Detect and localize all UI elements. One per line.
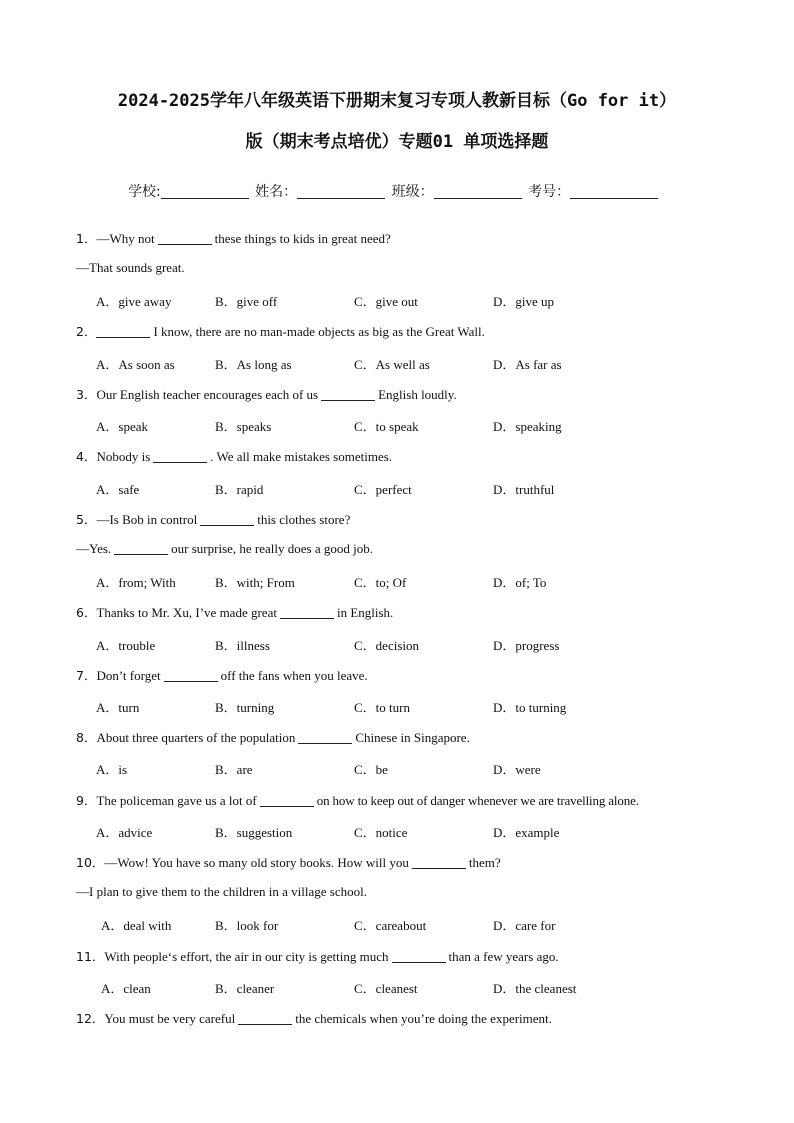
question-7 xyxy=(76,666,368,684)
option-a[interactable]: A．clean xyxy=(101,981,151,996)
answer-blank xyxy=(158,232,212,245)
option-a[interactable]: A．turn xyxy=(96,700,140,715)
question-number: 7． xyxy=(76,668,97,683)
option-d[interactable]: D．truthful xyxy=(493,482,555,497)
reply-text: —Yes. xyxy=(76,541,112,556)
answer-blank xyxy=(392,950,446,963)
question-number: 9． xyxy=(76,793,97,808)
question-11 xyxy=(76,947,559,965)
answer-blank xyxy=(280,606,334,619)
question-12 xyxy=(76,1009,552,1027)
exam-number-label: 考号： xyxy=(528,184,571,200)
option-d[interactable]: D．speaking xyxy=(493,419,562,434)
option-d[interactable]: D．progress xyxy=(493,638,560,653)
option-a[interactable]: A．advice xyxy=(96,825,153,840)
question-8 xyxy=(76,728,470,746)
question-10 xyxy=(76,853,501,871)
option-a[interactable]: A．safe xyxy=(96,482,140,497)
question-text: With people‘s effort, the air in our city is getting much xyxy=(104,949,389,964)
question-number: 6． xyxy=(76,605,97,620)
option-b[interactable]: B．look for xyxy=(215,918,279,933)
answer-blank xyxy=(200,513,254,526)
question-text: Thanks to Mr. Xu, I’ve made great xyxy=(96,605,277,620)
question-number: 5． xyxy=(76,512,97,527)
page-title-line2: 版（期末考点培优）专题01 单项选择题 xyxy=(245,132,549,152)
option-b[interactable]: B．with; From xyxy=(215,575,295,590)
question-number: 12． xyxy=(76,1011,105,1026)
option-c[interactable]: C．decision xyxy=(354,638,419,653)
question-number: 11． xyxy=(76,949,105,964)
question-text: About three quarters of the population xyxy=(96,730,296,745)
option-b[interactable]: B．turning xyxy=(215,700,275,715)
question-text: in English. xyxy=(336,605,394,620)
question-number: 1． xyxy=(76,231,97,246)
question-text: than a few years ago. xyxy=(448,949,559,964)
option-a[interactable]: A．speak xyxy=(96,419,148,434)
question-number: 10． xyxy=(76,855,105,870)
question-number: 4． xyxy=(76,449,97,464)
option-c[interactable]: C．cleanest xyxy=(354,981,418,996)
name-blank[interactable] xyxy=(297,184,385,199)
option-a[interactable]: A．from; With xyxy=(96,575,176,590)
option-a[interactable]: A．give away xyxy=(96,294,172,309)
option-b[interactable]: B．As long as xyxy=(215,357,292,372)
school-blank[interactable] xyxy=(161,184,249,199)
question-text: —Why not xyxy=(96,231,155,246)
question-text: Chinese in Singapore. xyxy=(355,730,470,745)
question-text: these things to kids in great need? xyxy=(214,231,391,246)
page-title-line1: 2024-2025学年八年级英语下册期末复习专项人教新目标（Go for it） xyxy=(117,91,677,111)
question-text: Don’t forget xyxy=(96,668,161,683)
question-5 xyxy=(76,510,350,528)
question-text: off the fans when you leave. xyxy=(220,668,368,683)
option-b[interactable]: B．are xyxy=(215,762,253,777)
option-b[interactable]: B．cleaner xyxy=(215,981,275,996)
option-c[interactable]: C．notice xyxy=(354,825,408,840)
answer-blank xyxy=(114,542,168,555)
option-d[interactable]: D．the cleanest xyxy=(493,981,577,996)
option-d[interactable]: D．give up xyxy=(493,294,555,309)
answer-blank xyxy=(298,731,352,744)
question-10-reply: —I plan to give them to the children in a village school. xyxy=(76,884,367,899)
question-6 xyxy=(76,603,393,621)
answer-blank xyxy=(238,1012,292,1025)
option-b[interactable]: B．speaks xyxy=(215,419,272,434)
question-text: this clothes store? xyxy=(257,512,351,527)
question-text: The policeman gave us a lot of xyxy=(96,793,257,808)
question-text: English loudly. xyxy=(378,387,457,402)
question-number: 2． xyxy=(76,324,97,339)
option-b[interactable]: B．give off xyxy=(215,294,278,309)
question-text: Nobody is xyxy=(96,449,151,464)
answer-blank xyxy=(321,388,375,401)
reply-text: our surprise, he really does a good job. xyxy=(171,541,373,556)
option-d[interactable]: D．As far as xyxy=(493,357,562,372)
question-text: I know, there are no man-made objects as big as the Great Wall. xyxy=(153,324,485,339)
option-d[interactable]: D．of; To xyxy=(493,575,547,590)
option-c[interactable]: C．give out xyxy=(354,294,418,309)
option-c[interactable]: C．As well as xyxy=(354,357,430,372)
answer-blank xyxy=(260,794,314,807)
exam-number-blank[interactable] xyxy=(570,184,658,199)
question-text: —Wow! You have so many old story books. How will you xyxy=(104,855,409,870)
question-3 xyxy=(76,385,457,403)
question-text: . We all make mistakes sometimes. xyxy=(210,449,393,464)
question-text: —Is Bob in control xyxy=(96,512,198,527)
question-5-reply xyxy=(76,541,373,557)
question-1-reply: —That sounds great. xyxy=(76,260,185,275)
name-label: 姓名： xyxy=(255,184,298,200)
class-blank[interactable] xyxy=(434,184,522,199)
option-c[interactable]: C．to turn xyxy=(354,700,410,715)
answer-blank xyxy=(412,856,466,869)
option-c[interactable]: C．careabout xyxy=(354,918,427,933)
option-c[interactable]: C．to speak xyxy=(354,419,419,434)
question-text: the chemicals when you’re doing the experiment. xyxy=(295,1011,552,1026)
school-label: 学校: xyxy=(128,184,161,200)
option-d[interactable]: D．care for xyxy=(493,918,556,933)
question-text: You must be very careful xyxy=(104,1011,236,1026)
student-info-row xyxy=(128,181,660,201)
question-9 xyxy=(76,791,639,809)
option-b[interactable]: B．suggestion xyxy=(215,825,293,840)
option-b[interactable]: B．illness xyxy=(215,638,270,653)
option-b[interactable]: B．rapid xyxy=(215,482,264,497)
option-d[interactable]: D．to turning xyxy=(493,700,567,715)
question-2 xyxy=(76,322,485,340)
question-text: on how to keep out of danger whenever we are travelling alone. xyxy=(316,793,639,808)
question-1 xyxy=(76,229,391,247)
class-label: 班级： xyxy=(391,184,434,200)
option-a[interactable]: A．is xyxy=(96,762,128,777)
option-d[interactable]: D．example xyxy=(493,825,560,840)
answer-blank xyxy=(164,669,218,682)
question-text: Our English teacher encourages each of us xyxy=(96,387,319,402)
option-c[interactable]: C．to; Of xyxy=(354,575,407,590)
option-d[interactable]: D．were xyxy=(493,762,541,777)
option-a[interactable]: A．deal with xyxy=(101,918,172,933)
option-c[interactable]: C．perfect xyxy=(354,482,412,497)
question-number: 8． xyxy=(76,730,97,745)
option-a[interactable]: A．trouble xyxy=(96,638,156,653)
option-c[interactable]: C．be xyxy=(354,762,388,777)
question-text: them? xyxy=(468,855,501,870)
option-a[interactable]: A．As soon as xyxy=(96,357,175,372)
question-4 xyxy=(76,447,392,465)
answer-blank xyxy=(96,325,150,338)
answer-blank xyxy=(153,450,207,463)
question-number: 3． xyxy=(76,387,97,402)
